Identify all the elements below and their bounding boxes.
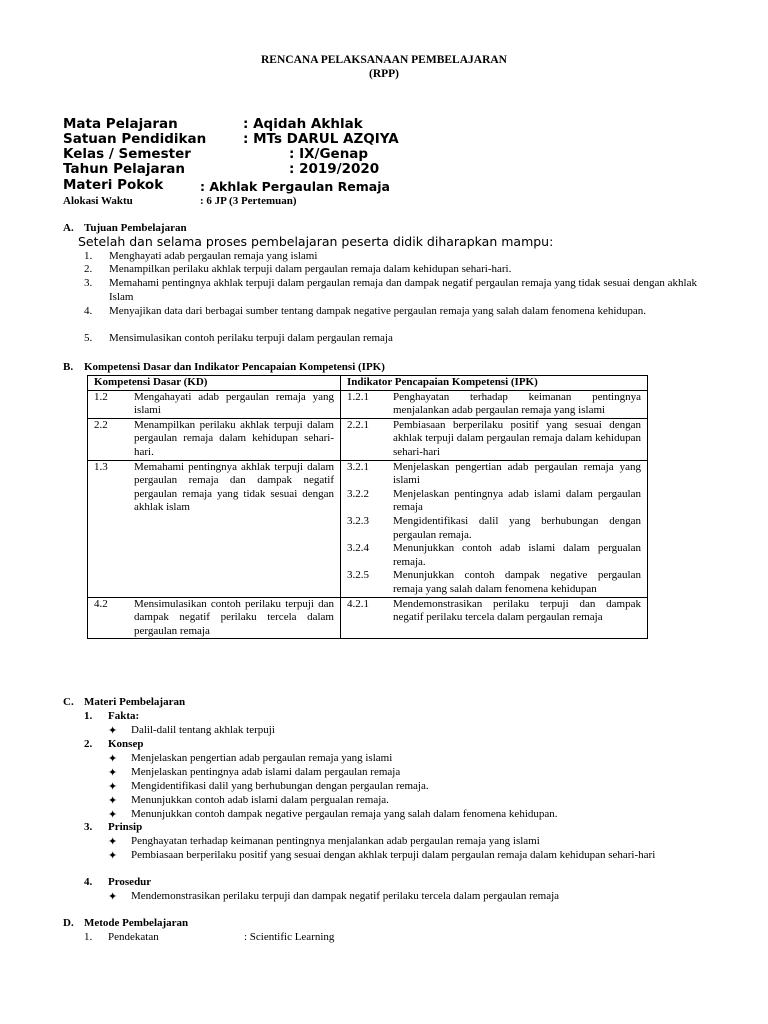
- column-header-kd: Kompetensi Dasar (KD): [88, 376, 341, 391]
- tujuan-item: [84, 305, 697, 319]
- ipk-cell: [341, 460, 648, 597]
- star-bullet-icon: ✦: [108, 780, 118, 793]
- meta-label: Tahun Pelajaran: [63, 161, 186, 177]
- ipk-code: 3.2.4: [347, 542, 369, 555]
- group-number: 1.: [84, 710, 93, 722]
- meta-label: Materi Pokok: [63, 177, 164, 193]
- star-bullet-icon: ✦: [108, 808, 118, 821]
- item-text: Menyajikan data dari berbagai sumber tentang dampak negative pergaulan remaja yang salah dalam fenomena kehidupan.: [109, 305, 647, 317]
- item-text: Penghayatan terhadap keimanan pentingnya menjalankan adab pergaulan remaja yang islami: [131, 835, 540, 847]
- kd-code: 4.2: [94, 597, 108, 610]
- ipk-text: Menunjukkan contoh adab islami dalam pergualan remaja.: [393, 542, 641, 568]
- ipk-code: 2.2.1: [347, 418, 369, 431]
- meta-label: Alokasi Waktu: [63, 195, 133, 207]
- metode-row: [84, 931, 334, 945]
- kd-cell: [88, 390, 341, 418]
- group-label: Fakta:: [108, 710, 140, 722]
- meta-value: : 2019/2020: [289, 161, 380, 177]
- list-item: [108, 724, 698, 738]
- list-item: [108, 890, 698, 904]
- materi-prosedur-heading: [84, 876, 151, 890]
- ipk-cell: [341, 418, 648, 460]
- ipk-code: 3.2.3: [347, 514, 369, 527]
- item-text: Menampilkan perilaku akhlak terpuji dalam pergaulan remaja dalam kehidupan sehari-hari.: [109, 263, 512, 275]
- ipk-text: Penghayatan terhadap keimanan pentingnya menjalankan adab pergaulan remaja yang islami: [393, 390, 641, 417]
- meta-value: : Aqidah Akhlak: [243, 116, 363, 132]
- table-row: [88, 390, 648, 418]
- meta-kelas-semester: [63, 146, 369, 162]
- table-row: [88, 597, 648, 639]
- item-text: Mengidentifikasi dalil yang berhubungan dengan pergaulan remaja.: [131, 780, 429, 792]
- meta-value: : IX/Genap: [289, 146, 369, 162]
- list-item: [108, 780, 698, 794]
- list-item: [108, 808, 698, 822]
- meta-label: Mata Pelajaran: [63, 116, 178, 132]
- star-bullet-icon: ✦: [108, 724, 118, 737]
- table-header-row: [88, 376, 648, 391]
- row-number: 1.: [84, 931, 93, 943]
- ipk-code: 4.2.1: [347, 597, 369, 610]
- list-item: [108, 752, 698, 766]
- kd-cell: [88, 597, 341, 639]
- item-text: Pembiasaan berperilaku positif yang sesuai dengan akhlak terpuji dalam pergaulan remaja dalam kehidupan sehari-hari: [131, 849, 656, 861]
- ipk-code: 3.2.1: [347, 460, 369, 473]
- section-b-title: Kompetensi Dasar dan Indikator Pencapaian Kompetensi (IPK): [84, 361, 385, 373]
- list-item: [108, 766, 698, 780]
- kd-code: 1.2: [94, 390, 108, 403]
- section-a-title: Tujuan Pembelajaran: [84, 222, 187, 234]
- group-number: 4.: [84, 876, 93, 888]
- item-text: Mendemonstrasikan perilaku terpuji dan dampak negatif perilaku tercela dalam pergaulan remaja: [131, 890, 560, 902]
- ipk-code: 3.2.2: [347, 487, 369, 500]
- star-bullet-icon: ✦: [108, 766, 118, 779]
- kd-ipk-table: [87, 375, 648, 639]
- star-bullet-icon: ✦: [108, 752, 118, 765]
- section-a-intro: Setelah dan selama proses pembelajaran peserta didik diharapkan mampu:: [78, 234, 554, 249]
- item-text: Menjelaskan pengertian adab pergaulan remaja yang islami: [131, 752, 393, 764]
- row-value: : Scientific Learning: [244, 931, 335, 943]
- item-number: 2.: [84, 263, 93, 275]
- section-b-letter: B.: [63, 361, 74, 373]
- list-item: [108, 849, 698, 863]
- item-number: 5.: [84, 332, 93, 344]
- item-text: Menjelaskan pentingnya adab islami dalam pergaulan remaja: [131, 766, 401, 778]
- column-header-ipk: Indikator Pencapaian Kompetensi (IPK): [341, 376, 648, 391]
- section-d-title: Metode Pembelajaran: [84, 917, 189, 929]
- table-row: [88, 418, 648, 460]
- tujuan-item: [84, 277, 697, 304]
- ipk-cell: [341, 597, 648, 639]
- group-label: Prinsip: [108, 821, 143, 833]
- item-text: Menunjukkan contoh adab islami dalam pergualan remaja.: [131, 794, 389, 806]
- materi-prinsip-heading: [84, 821, 142, 835]
- kd-text: Menampilkan perilaku akhlak terpuji dalam pergaulan remaja dalam kehidupan sehari-hari.: [134, 418, 334, 458]
- ipk-code: 1.2.1: [347, 390, 369, 403]
- ipk-text: Pembiasaan berperilaku positif yang sesuai dengan akhlak terpuji dalam pergaulan remaja dalam kehidupan sehari-hari: [393, 418, 641, 458]
- kd-text: Memahami pentingnya akhlak terpuji dalam pergaulan remaja dan dampak negatif pergaulan remaja yang tidak sesuai dengan akhlak islam: [134, 460, 334, 514]
- materi-konsep-heading: [84, 738, 143, 752]
- item-text: Dalil-dalil tentang akhlak terpuji: [131, 724, 275, 736]
- item-text: Menunjukkan contoh dampak negative pergaulan remaja yang salah dalam fenomena kehidupan.: [131, 808, 558, 820]
- kd-code: 1.3: [94, 460, 108, 473]
- tujuan-item: [84, 263, 697, 277]
- meta-satuan-pendidikan: [63, 131, 399, 147]
- ipk-text: Menunjukkan contoh dampak negative pergaulan remaja yang salah dalam fenomena kehidupan: [393, 569, 641, 595]
- kd-code: 2.2: [94, 418, 108, 431]
- section-c-letter: C.: [63, 696, 74, 708]
- group-number: 3.: [84, 821, 93, 833]
- meta-label: Satuan Pendidikan: [63, 131, 207, 147]
- ipk-text: Menjelaskan pentingnya adab islami dalam pergaulan remaja: [393, 487, 641, 514]
- kd-cell: [88, 460, 341, 597]
- list-item: [108, 794, 698, 808]
- row-label: Pendekatan: [108, 931, 159, 943]
- meta-value: : MTs DARUL AZQIYA: [243, 131, 399, 147]
- group-label: Konsep: [108, 738, 144, 750]
- item-number: 3.: [84, 277, 93, 289]
- item-number: 1.: [84, 250, 93, 262]
- meta-label: Kelas / Semester: [63, 146, 191, 162]
- list-item: [108, 835, 698, 849]
- group-label: Prosedur: [108, 876, 152, 888]
- ipk-text: Mendemonstrasikan perilaku terpuji dan dampak negatif perilaku tercela dalam pergaulan remaja: [393, 597, 641, 624]
- meta-tahun-pelajaran: [63, 161, 380, 177]
- meta-value: : 6 JP (3 Pertemuan): [200, 195, 297, 207]
- section-a-letter: A.: [63, 222, 74, 234]
- ipk-text: Menjelaskan pengertian adab pergaulan remaja yang islami: [393, 460, 641, 487]
- item-number: 4.: [84, 305, 93, 317]
- ipk-code: 3.2.5: [347, 569, 369, 582]
- tujuan-item: [84, 332, 697, 346]
- star-bullet-icon: ✦: [108, 794, 118, 807]
- tujuan-item: [84, 250, 697, 264]
- ipk-text: Mengidentifikasi dalil yang berhubungan dengan pergaulan remaja.: [393, 514, 641, 541]
- table-row: [88, 460, 648, 597]
- star-bullet-icon: ✦: [108, 890, 118, 903]
- kd-text: Mensimulasikan contoh perilaku terpuji dan dampak negatif perilaku tercela dalam pergaulan remaja: [134, 597, 334, 637]
- star-bullet-icon: ✦: [108, 835, 118, 848]
- star-bullet-icon: ✦: [108, 849, 118, 862]
- meta-mata-pelajaran: [63, 116, 363, 132]
- meta-alokasi-waktu: [63, 194, 297, 209]
- kd-cell: [88, 418, 341, 460]
- meta-materi-pokok: [63, 177, 390, 194]
- item-text: Menghayati adab pergaulan remaja yang islami: [109, 250, 318, 262]
- doc-subtitle: (RPP): [368, 68, 399, 80]
- item-text: Mensimulasikan contoh perilaku terpuji dalam pergaulan remaja: [109, 332, 393, 344]
- item-text: Memahami pentingnya akhlak terpuji dalam pergaulan remaja dan dampak negatif pergaulan remaja yang tidak sesuai dengan akhlak Islam: [109, 277, 697, 303]
- materi-fakta-heading: [84, 710, 139, 724]
- ipk-cell: [341, 390, 648, 418]
- meta-value: : Akhlak Pergaulan Remaja: [200, 179, 390, 194]
- section-c-title: Materi Pembelajaran: [84, 696, 186, 708]
- kd-text: Mengahayati adab pergaulan remaja yang islami: [134, 390, 334, 417]
- section-d-letter: D.: [63, 917, 74, 929]
- group-number: 2.: [84, 738, 93, 750]
- doc-title: RENCANA PELAKSANAAN PEMBELAJARAN: [261, 54, 507, 66]
